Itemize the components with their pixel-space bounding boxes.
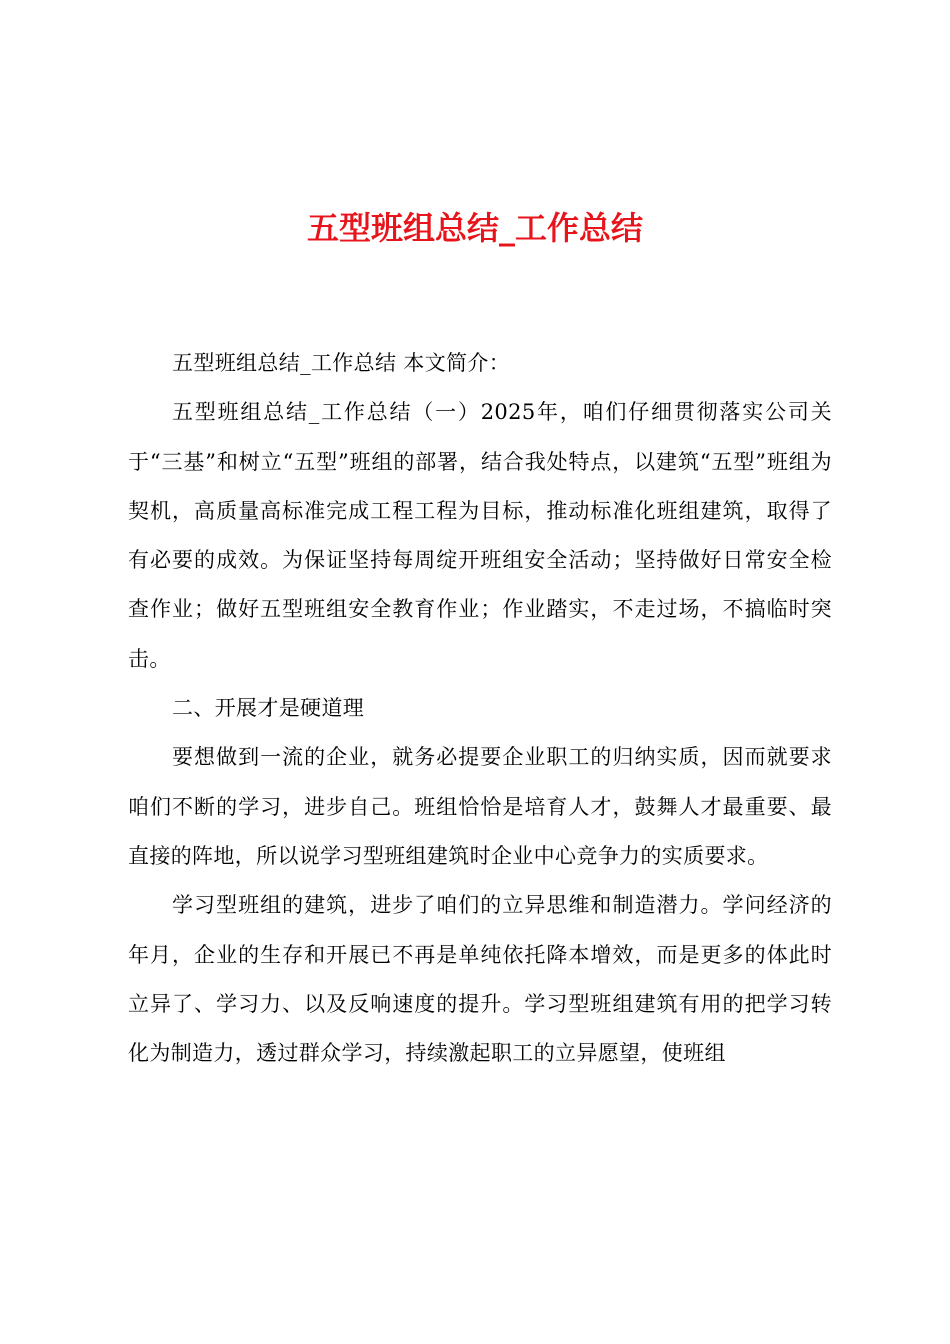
document-body bbox=[128, 339, 832, 1078]
document-title: 五型班组总结_工作总结 bbox=[306, 209, 643, 247]
paragraph-learning-team: 学习型班组的建筑，进步了咱们的立异思维和制造潜力。学问经济的年月，企业的生存和开展已不再是单纯依托降本增效，而是更多的体此时立异了、学习力、以及反响速度的提升。学习型班组建筑有用的把学习转化为制造力，透过群众学习，持续激起职工的立异愿望，使班组 bbox=[128, 893, 832, 1066]
paragraph-summary-one: 五型班组总结_工作总结（一）2025年，咱们仔细贯彻落实公司关于“三基”和树立“五型”班组的部署，结合我处特点，以建筑“五型”班组为契机，高质量高标准完成工程工程为目标，推动标准化班组建筑，取得了有必要的成效。为保证坚持每周绽开班组安全活动；坚持做好日常安全检查作业；做好五型班组安全教育作业；作业踏实，不走过场，不搞临时突击。 bbox=[128, 400, 832, 671]
paragraph-learning-requirement: 要想做到一流的企业，就务必提要企业职工的归纳实质，因而就要求咱们不断的学习，进步自己。班组恰恰是培育人才，鼓舞人才最重要、最直接的阵地，所以说学习型班组建筑时企业中心竞争力的实质要求。 bbox=[128, 745, 832, 868]
paragraph-intro: 五型班组总结_工作总结 本文简介： bbox=[172, 351, 511, 375]
section-heading-development: 二、开展才是硬道理 bbox=[172, 696, 365, 721]
